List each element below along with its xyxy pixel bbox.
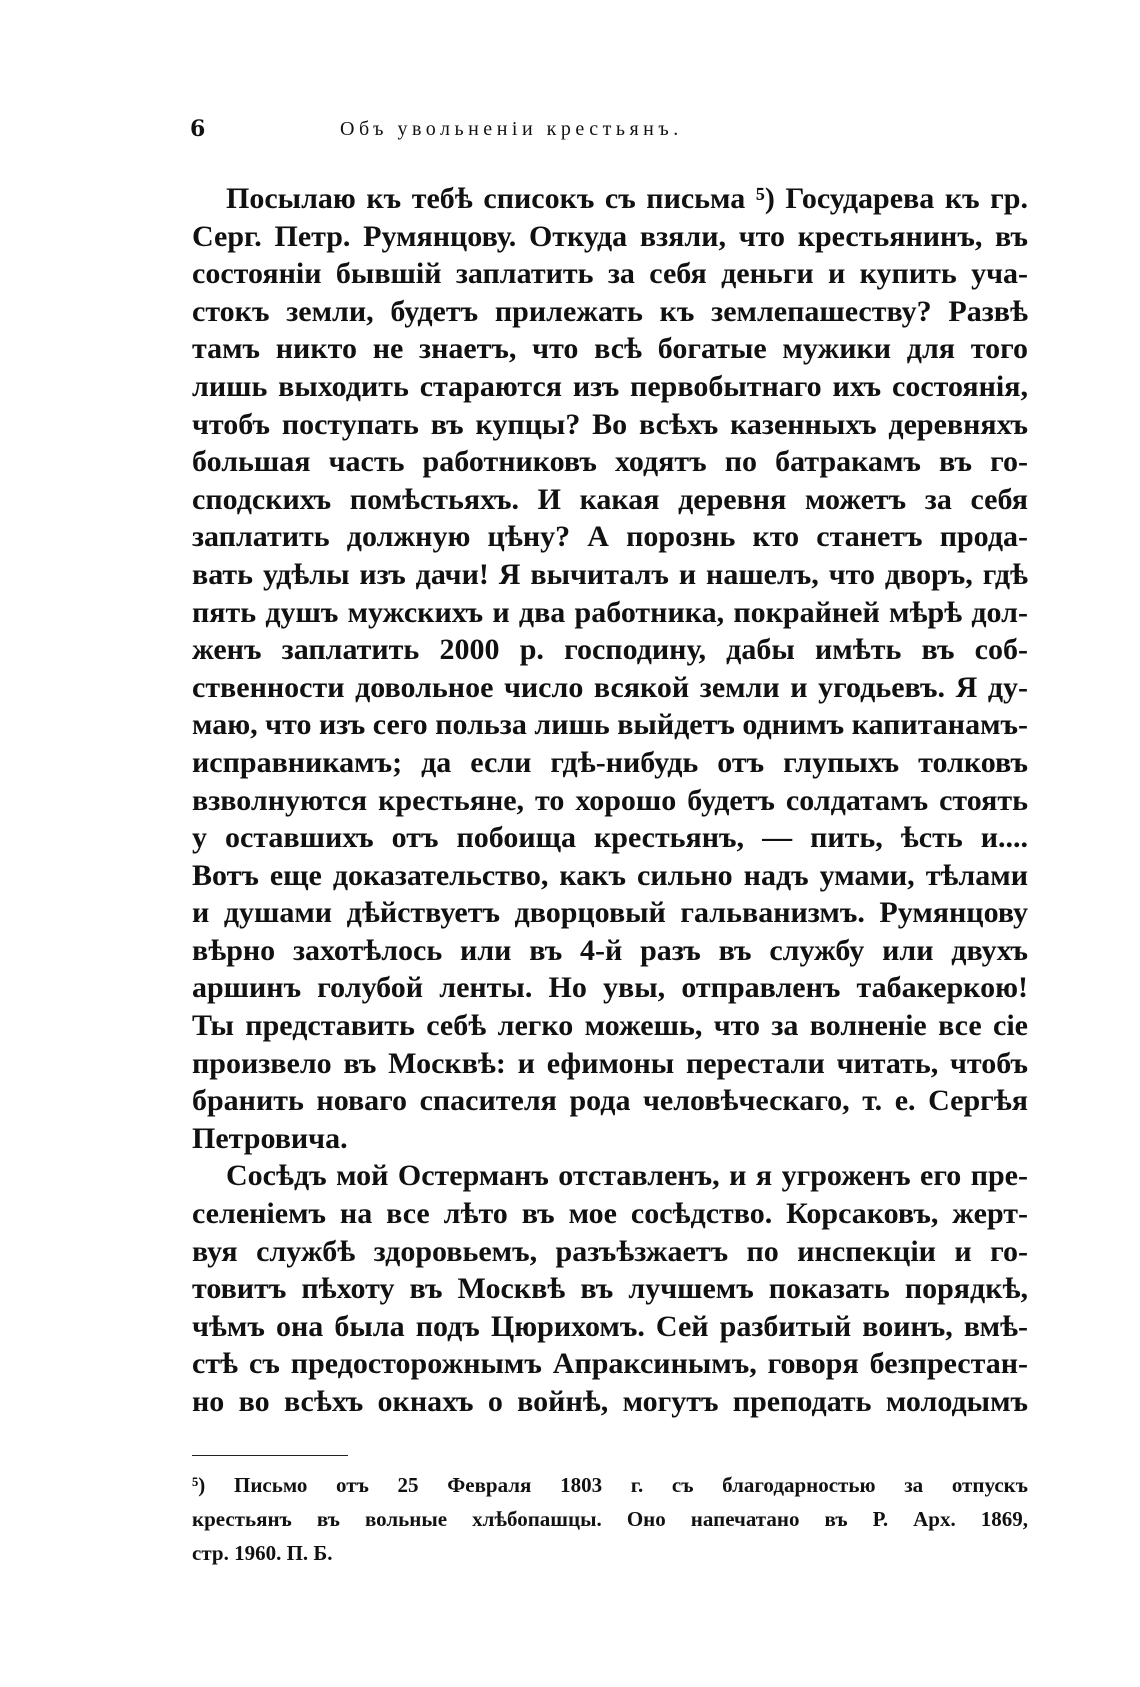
footnote-line: крестьянъ въ вольные хлѣбопашцы. Оно напечатано въ Р. Арх. 1869, bbox=[192, 1507, 1028, 1531]
footnote-line: ⁵) Письмо отъ 25 Февраля 1803 г. съ благодарностью за отпускъ bbox=[192, 1473, 1028, 1497]
text-line: Ты представить себѣ легко можешь, что за волненіе все сіе bbox=[192, 1009, 1028, 1043]
footnote-divider bbox=[192, 1455, 348, 1456]
body-text bbox=[192, 180, 1028, 1421]
text-line: Петровича. bbox=[192, 1121, 348, 1155]
text-line: но во всѣхъ окнахъ о войнѣ, могутъ преподать молодымъ bbox=[192, 1385, 1028, 1418]
text-line: чтобъ поступать въ купцы? Во всѣхъ казенныхъ деревняхъ bbox=[192, 407, 1028, 441]
text-line: аршинъ голубой ленты. Но увы, отправленъ табакеркою! bbox=[192, 971, 1028, 1005]
text-line: женъ заплатить 2000 р. господину, дабы имѣть въ соб- bbox=[192, 633, 1028, 667]
text-line: исправникамъ; да если гдѣ-нибудь отъ глупыхъ толковъ bbox=[192, 745, 1028, 779]
text-line: пять душъ мужскихъ и два работника, покрайней мѣрѣ дол- bbox=[192, 595, 1028, 629]
text-line: вѣрно захотѣлось или въ 4-й разъ въ службу или двухъ bbox=[192, 933, 1028, 967]
page-number: 6 bbox=[190, 116, 206, 142]
text-line: Вотъ еще доказательство, какъ сильно надъ умами, тѣлами bbox=[192, 858, 1028, 892]
text-line: лишь выходить стараются изъ первобытнаго ихъ состоянія, bbox=[192, 369, 1028, 403]
text-line: чѣмъ она была подъ Цюрихомъ. Сей разбитый воинъ, вмѣ- bbox=[192, 1309, 1028, 1343]
text-line: Сосѣдъ мой Остерманъ отставленъ, и я угроженъ его пре- bbox=[226, 1159, 1028, 1193]
text-line: состояніи бывшій заплатить за себя деньги и купить уча- bbox=[192, 257, 1028, 291]
text-line: вать удѣлы изъ дачи! Я вычиталъ и нашелъ, что дворъ, гдѣ bbox=[192, 557, 1028, 591]
footnote bbox=[192, 1468, 1028, 1570]
running-title: Объ увольненіи крестьянъ. bbox=[340, 118, 683, 140]
text-line: вуя службѣ здоровьемъ, разъѣзжаетъ по инспекціи и го- bbox=[192, 1234, 1028, 1268]
footnote-line: стр. 1960. П. Б. bbox=[192, 1541, 333, 1565]
text-line: тамъ никто не знаетъ, что всѣ богатые мужики для того bbox=[192, 332, 1028, 366]
text-line: произвело въ Москвѣ: и ефимоны перестали читать, чтобъ bbox=[192, 1046, 1028, 1080]
text-line: Серг. Петр. Румянцову. Откуда взяли, что крестьянинъ, въ bbox=[192, 219, 1028, 253]
text-line: сподскихъ помѣстьяхъ. И какая деревня можетъ за себя bbox=[192, 482, 1028, 516]
text-line: ственности довольное число всякой земли и угодьевъ. Я ду- bbox=[192, 670, 1028, 704]
text-line: товитъ пѣхоту въ Москвѣ въ лучшемъ показать порядкѣ, bbox=[192, 1272, 1028, 1306]
running-head bbox=[190, 116, 1030, 146]
text-line: Посылаю къ тебѣ списокъ съ письма ⁵) Государева къ гр. bbox=[226, 182, 1028, 215]
text-line: бранить новаго спасителя рода человѣческаго, т. е. Сергѣя bbox=[192, 1084, 1028, 1118]
text-line: стокъ земли, будетъ прилежать къ землепашеству? Развѣ bbox=[192, 294, 1028, 328]
text-line: селеніемъ на все лѣто въ мое сосѣдство. Корсаковъ, жерт- bbox=[192, 1197, 1028, 1231]
text-line: взволнуются крестьяне, то хорошо будетъ солдатамъ стоять bbox=[192, 783, 1028, 817]
text-line: маю, что изъ сего польза лишь выйдетъ однимъ капитанамъ- bbox=[192, 708, 1028, 742]
text-line: стѣ съ предосторожнымъ Апраксинымъ, говоря безпрестан- bbox=[192, 1347, 1028, 1381]
text-line: у оставшихъ отъ побоища крестьянъ, — пить, ѣсть и.... bbox=[192, 821, 1028, 855]
text-line: и душами дѣйствуетъ дворцовый гальванизмъ. Румянцову bbox=[192, 896, 1028, 930]
text-line: большая часть работниковъ ходятъ по батракамъ въ го- bbox=[192, 445, 1028, 479]
text-line: заплатить должную цѣну? А порознь кто станетъ прода- bbox=[192, 520, 1028, 554]
